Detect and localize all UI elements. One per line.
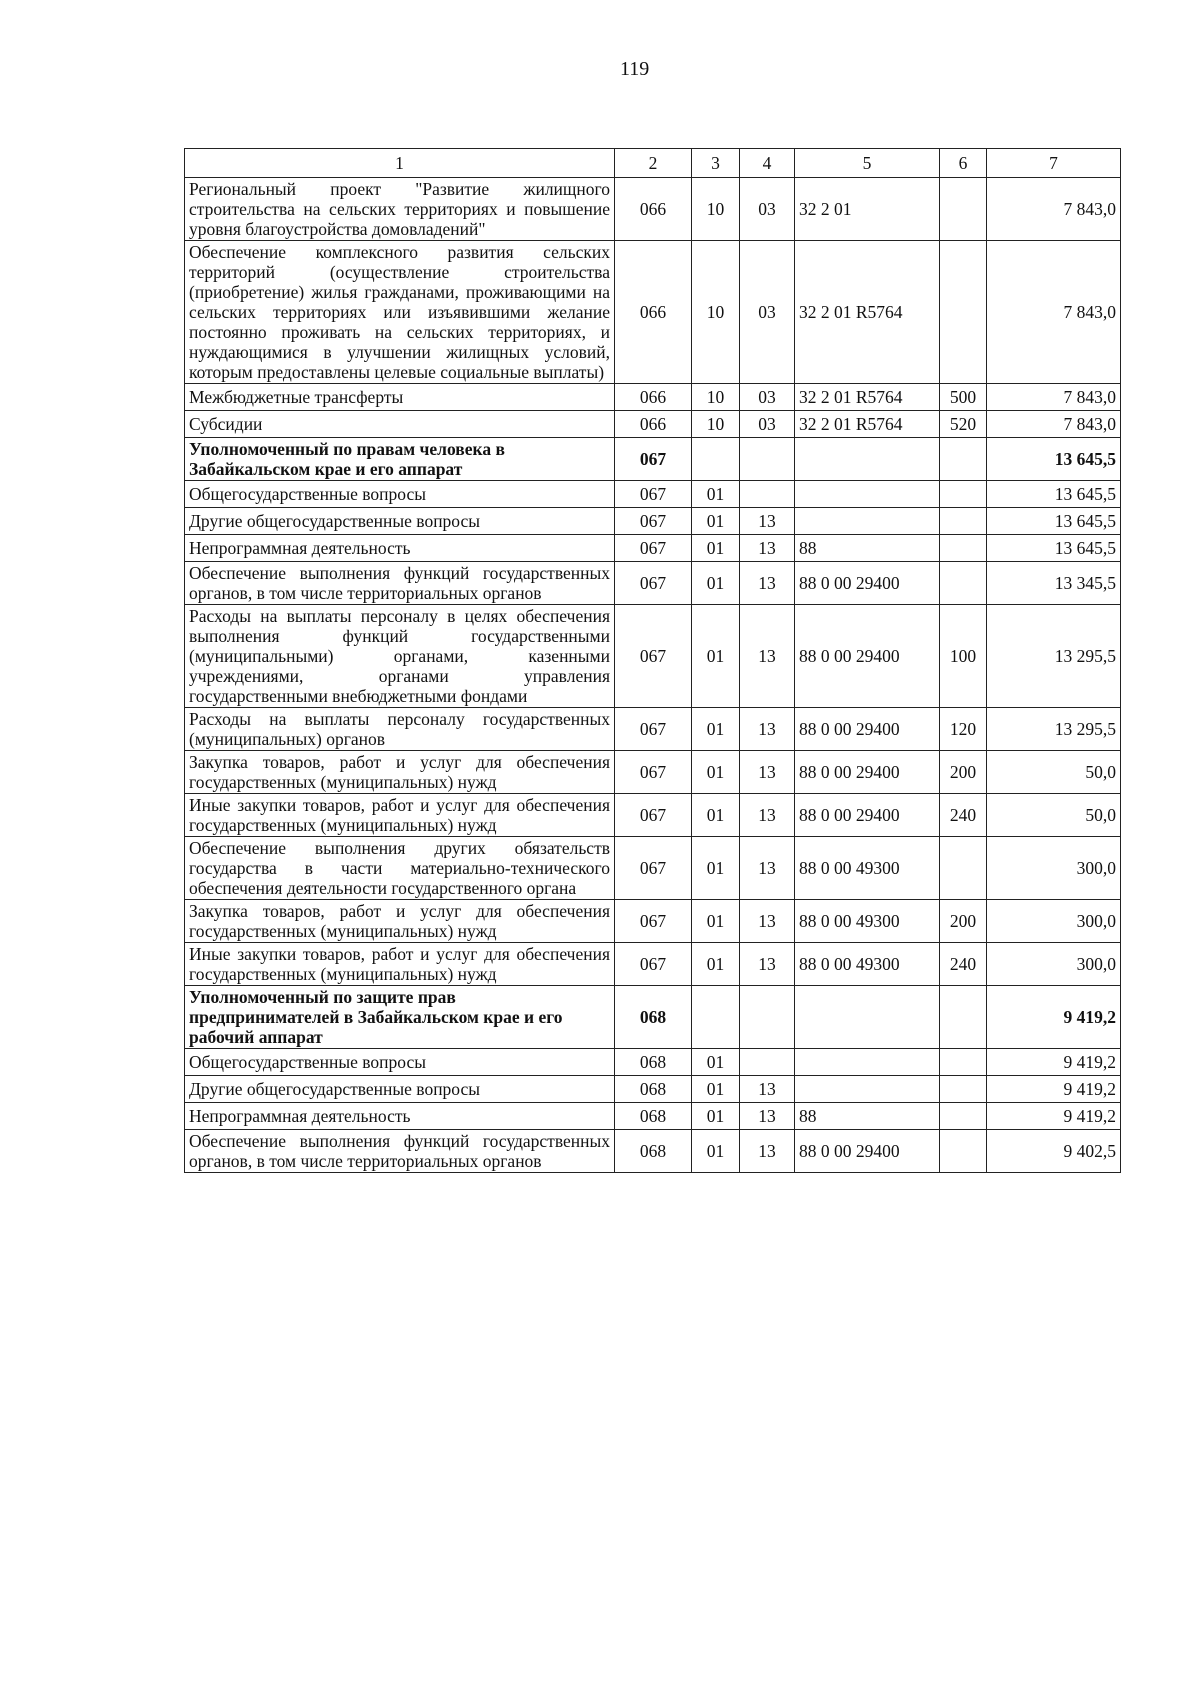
column-header-3: 3 [692,149,740,178]
cell-expense-type-code [940,535,987,562]
cell-expense-type-code [940,837,987,900]
cell-target-item-code: 88 0 00 29400 [795,562,940,605]
cell-target-item-code [795,1049,940,1076]
table-row [185,837,1121,900]
cell-item-name: Закупка товаров, работ и услуг для обеспечения государственных (муниципальных) нужд [185,751,615,794]
cell-expense-type-code: 520 [940,411,987,438]
cell-subsection-code: 13 [740,508,795,535]
cell-section-code: 10 [692,384,740,411]
table-row [185,178,1121,241]
cell-item-name: Закупка товаров, работ и услуг для обеспечения государственных (муниципальных) нужд [185,900,615,943]
cell-item-name: Обеспечение комплексного развития сельских территорий (осуществление строительства (приобретение) жилья гражданами, проживающими на сельских территориях или изъявившими желание постоянно проживать на сельских территориях, и нуждающимися в улучшении жилищных условий, которым предоставлены целевые социальные выплаты) [185,241,615,384]
cell-subsection-code [740,481,795,508]
column-header-6: 6 [940,149,987,178]
cell-amount: 7 843,0 [987,384,1121,411]
cell-expense-type-code: 200 [940,751,987,794]
cell-section-code: 01 [692,900,740,943]
cell-expense-type-code: 240 [940,943,987,986]
cell-amount: 7 843,0 [987,178,1121,241]
table-header-row [185,149,1121,178]
table-row [185,943,1121,986]
table-row [185,1130,1121,1173]
cell-ministry-code: 067 [615,943,692,986]
cell-target-item-code [795,1076,940,1103]
cell-amount: 300,0 [987,837,1121,900]
cell-ministry-code: 068 [615,1049,692,1076]
cell-amount: 9 419,2 [987,986,1121,1049]
cell-expense-type-code [940,481,987,508]
cell-subsection-code: 13 [740,708,795,751]
cell-section-code: 01 [692,1130,740,1173]
cell-expense-type-code [940,1076,987,1103]
cell-target-item-code: 88 0 00 49300 [795,837,940,900]
cell-subsection-code: 03 [740,411,795,438]
cell-amount: 13 645,5 [987,438,1121,481]
cell-section-code: 10 [692,411,740,438]
cell-item-name: Уполномоченный по правам человека в Забайкальском крае и его аппарат [185,438,615,481]
cell-target-item-code: 88 0 00 29400 [795,708,940,751]
column-header-2: 2 [615,149,692,178]
cell-subsection-code: 03 [740,241,795,384]
cell-amount: 13 645,5 [987,481,1121,508]
cell-amount: 300,0 [987,900,1121,943]
cell-amount: 9 419,2 [987,1049,1121,1076]
cell-amount: 7 843,0 [987,241,1121,384]
cell-amount: 9 402,5 [987,1130,1121,1173]
cell-target-item-code [795,508,940,535]
cell-subsection-code: 13 [740,535,795,562]
cell-target-item-code: 88 0 00 29400 [795,1130,940,1173]
column-header-4: 4 [740,149,795,178]
table-row [185,481,1121,508]
cell-section-code: 01 [692,1076,740,1103]
cell-subsection-code: 13 [740,1076,795,1103]
cell-subsection-code: 13 [740,751,795,794]
cell-section-code: 10 [692,178,740,241]
column-header-5: 5 [795,149,940,178]
column-header-7: 7 [987,149,1121,178]
cell-target-item-code: 32 2 01 R5764 [795,241,940,384]
cell-amount: 9 419,2 [987,1103,1121,1130]
cell-amount: 50,0 [987,751,1121,794]
cell-ministry-code: 068 [615,1103,692,1130]
cell-item-name: Межбюджетные трансферты [185,384,615,411]
table-body [185,178,1121,1173]
column-header-1: 1 [185,149,615,178]
table-row [185,708,1121,751]
cell-ministry-code: 066 [615,241,692,384]
cell-ministry-code: 068 [615,986,692,1049]
cell-item-name: Иные закупки товаров, работ и услуг для обеспечения государственных (муниципальных) нужд [185,943,615,986]
cell-section-code: 01 [692,943,740,986]
table-row [185,1076,1121,1103]
cell-subsection-code: 13 [740,1130,795,1173]
cell-item-name: Обеспечение выполнения других обязательств государства в части материально-технического обеспечения деятельности государственного органа [185,837,615,900]
cell-expense-type-code: 100 [940,605,987,708]
page-number: 119 [620,58,650,80]
cell-item-name: Другие общегосударственные вопросы [185,1076,615,1103]
cell-expense-type-code: 240 [940,794,987,837]
cell-subsection-code: 13 [740,943,795,986]
cell-target-item-code: 88 [795,535,940,562]
cell-item-name: Региональный проект "Развитие жилищного строительства на сельских территориях и повышение уровня благоустройства домовладений" [185,178,615,241]
cell-section-code: 01 [692,1049,740,1076]
cell-expense-type-code: 120 [940,708,987,751]
cell-item-name: Расходы на выплаты персоналу в целях обеспечения выполнения функций государственными (муниципальными) органами, казенными учреждениями, органами управления государственными внебюджетными фондами [185,605,615,708]
table-row [185,986,1121,1049]
cell-expense-type-code [940,1049,987,1076]
cell-ministry-code: 068 [615,1130,692,1173]
cell-target-item-code: 88 [795,1103,940,1130]
cell-subsection-code: 13 [740,794,795,837]
cell-target-item-code: 88 0 00 49300 [795,943,940,986]
cell-subsection-code: 13 [740,1103,795,1130]
cell-section-code [692,986,740,1049]
table-row [185,900,1121,943]
cell-subsection-code [740,986,795,1049]
cell-ministry-code: 067 [615,837,692,900]
cell-section-code: 01 [692,794,740,837]
cell-item-name: Субсидии [185,411,615,438]
cell-ministry-code: 067 [615,438,692,481]
cell-section-code: 01 [692,837,740,900]
cell-target-item-code [795,438,940,481]
cell-expense-type-code [940,562,987,605]
table-row [185,562,1121,605]
table-row [185,605,1121,708]
table-row [185,751,1121,794]
cell-item-name: Другие общегосударственные вопросы [185,508,615,535]
cell-item-name: Обеспечение выполнения функций государственных органов, в том числе территориальных органов [185,1130,615,1173]
cell-target-item-code: 32 2 01 [795,178,940,241]
cell-section-code: 01 [692,508,740,535]
cell-amount: 13 295,5 [987,605,1121,708]
cell-subsection-code [740,1049,795,1076]
cell-section-code [692,438,740,481]
table-row [185,438,1121,481]
cell-section-code: 01 [692,751,740,794]
cell-subsection-code: 13 [740,605,795,708]
table-row [185,411,1121,438]
budget-table [184,148,1121,1173]
cell-expense-type-code [940,1103,987,1130]
cell-ministry-code: 067 [615,751,692,794]
cell-ministry-code: 068 [615,1076,692,1103]
table-row [185,508,1121,535]
cell-item-name: Общегосударственные вопросы [185,1049,615,1076]
cell-item-name: Иные закупки товаров, работ и услуг для обеспечения государственных (муниципальных) нужд [185,794,615,837]
cell-subsection-code: 13 [740,837,795,900]
cell-subsection-code: 13 [740,562,795,605]
cell-ministry-code: 066 [615,411,692,438]
cell-subsection-code: 03 [740,384,795,411]
cell-ministry-code: 067 [615,562,692,605]
cell-subsection-code: 13 [740,900,795,943]
cell-ministry-code: 066 [615,384,692,411]
cell-item-name: Непрограммная деятельность [185,535,615,562]
cell-expense-type-code: 200 [940,900,987,943]
cell-section-code: 01 [692,1103,740,1130]
cell-section-code: 01 [692,535,740,562]
cell-amount: 300,0 [987,943,1121,986]
cell-expense-type-code: 500 [940,384,987,411]
table-row [185,384,1121,411]
cell-section-code: 01 [692,481,740,508]
cell-expense-type-code [940,438,987,481]
cell-amount: 13 645,5 [987,535,1121,562]
cell-ministry-code: 067 [615,794,692,837]
cell-expense-type-code [940,1130,987,1173]
cell-ministry-code: 066 [615,178,692,241]
table-row [185,535,1121,562]
cell-ministry-code: 067 [615,508,692,535]
cell-expense-type-code [940,508,987,535]
cell-item-name: Общегосударственные вопросы [185,481,615,508]
cell-target-item-code [795,986,940,1049]
cell-amount: 7 843,0 [987,411,1121,438]
table-row [185,1049,1121,1076]
cell-amount: 13 645,5 [987,508,1121,535]
cell-item-name: Уполномоченный по защите прав предпринимателей в Забайкальском крае и его рабочий аппарат [185,986,615,1049]
cell-section-code: 01 [692,562,740,605]
table-row [185,794,1121,837]
cell-target-item-code [795,481,940,508]
cell-ministry-code: 067 [615,605,692,708]
cell-target-item-code: 88 0 00 29400 [795,605,940,708]
cell-ministry-code: 067 [615,708,692,751]
cell-ministry-code: 067 [615,481,692,508]
cell-target-item-code: 32 2 01 R5764 [795,384,940,411]
cell-target-item-code: 88 0 00 49300 [795,900,940,943]
cell-amount: 50,0 [987,794,1121,837]
cell-item-name: Непрограммная деятельность [185,1103,615,1130]
cell-item-name: Расходы на выплаты персоналу государственных (муниципальных) органов [185,708,615,751]
cell-subsection-code [740,438,795,481]
cell-target-item-code: 88 0 00 29400 [795,794,940,837]
table-row [185,241,1121,384]
cell-expense-type-code [940,986,987,1049]
cell-expense-type-code [940,241,987,384]
cell-expense-type-code [940,178,987,241]
cell-amount: 13 345,5 [987,562,1121,605]
cell-ministry-code: 067 [615,900,692,943]
cell-subsection-code: 03 [740,178,795,241]
table-row [185,1103,1121,1130]
cell-target-item-code: 88 0 00 29400 [795,751,940,794]
cell-amount: 13 295,5 [987,708,1121,751]
cell-ministry-code: 067 [615,535,692,562]
cell-target-item-code: 32 2 01 R5764 [795,411,940,438]
cell-item-name: Обеспечение выполнения функций государственных органов, в том числе территориальных органов [185,562,615,605]
cell-section-code: 01 [692,708,740,751]
cell-section-code: 10 [692,241,740,384]
cell-amount: 9 419,2 [987,1076,1121,1103]
cell-section-code: 01 [692,605,740,708]
